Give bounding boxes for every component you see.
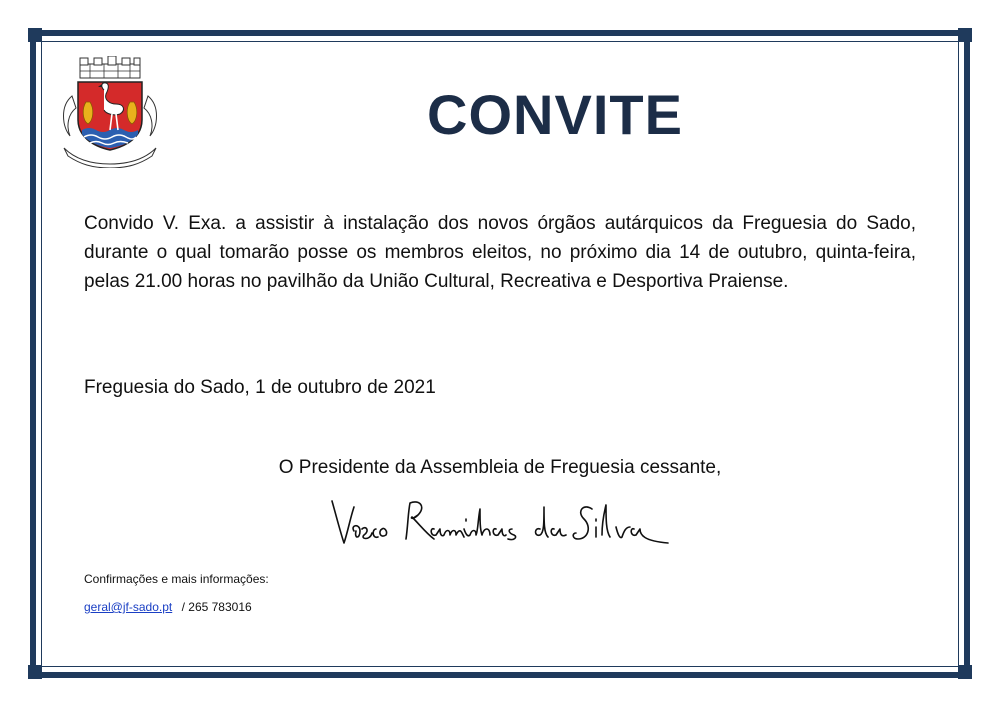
invitation-body: Convido V. Exa. a assistir à instalação dos novos órgãos autárquicos da Freguesia do Sado, durante o qual tomarão posse os membros eleitos, no próximo dia 14 de outubro, quinta-feira, pelas 21.00 horas no pavilhão da União Cultural, Recreativa e Desportiva Praiense.: [84, 213, 916, 292]
contact-label: Confirmações e mais informações:: [84, 572, 269, 586]
page-title: CONVITE: [427, 83, 683, 146]
contact-separator: /: [181, 600, 185, 614]
border-corner-top-left: [28, 28, 42, 42]
email-link[interactable]: geral@jf-sado.pt: [84, 600, 173, 614]
border-corner-top-right: [958, 28, 972, 42]
phone-number: 265 783016: [188, 600, 252, 614]
place-date: Freguesia do Sado, 1 de outubro de 2021: [84, 377, 436, 398]
border-corner-bottom-right: [958, 665, 972, 679]
border-corner-bottom-left: [28, 665, 42, 679]
coat-of-arms-icon: [58, 56, 162, 168]
handwritten-signature-icon: [330, 495, 680, 555]
contact-line: [84, 600, 252, 614]
signatory-title: O Presidente da Assembleia de Freguesia cessante,: [278, 457, 722, 478]
